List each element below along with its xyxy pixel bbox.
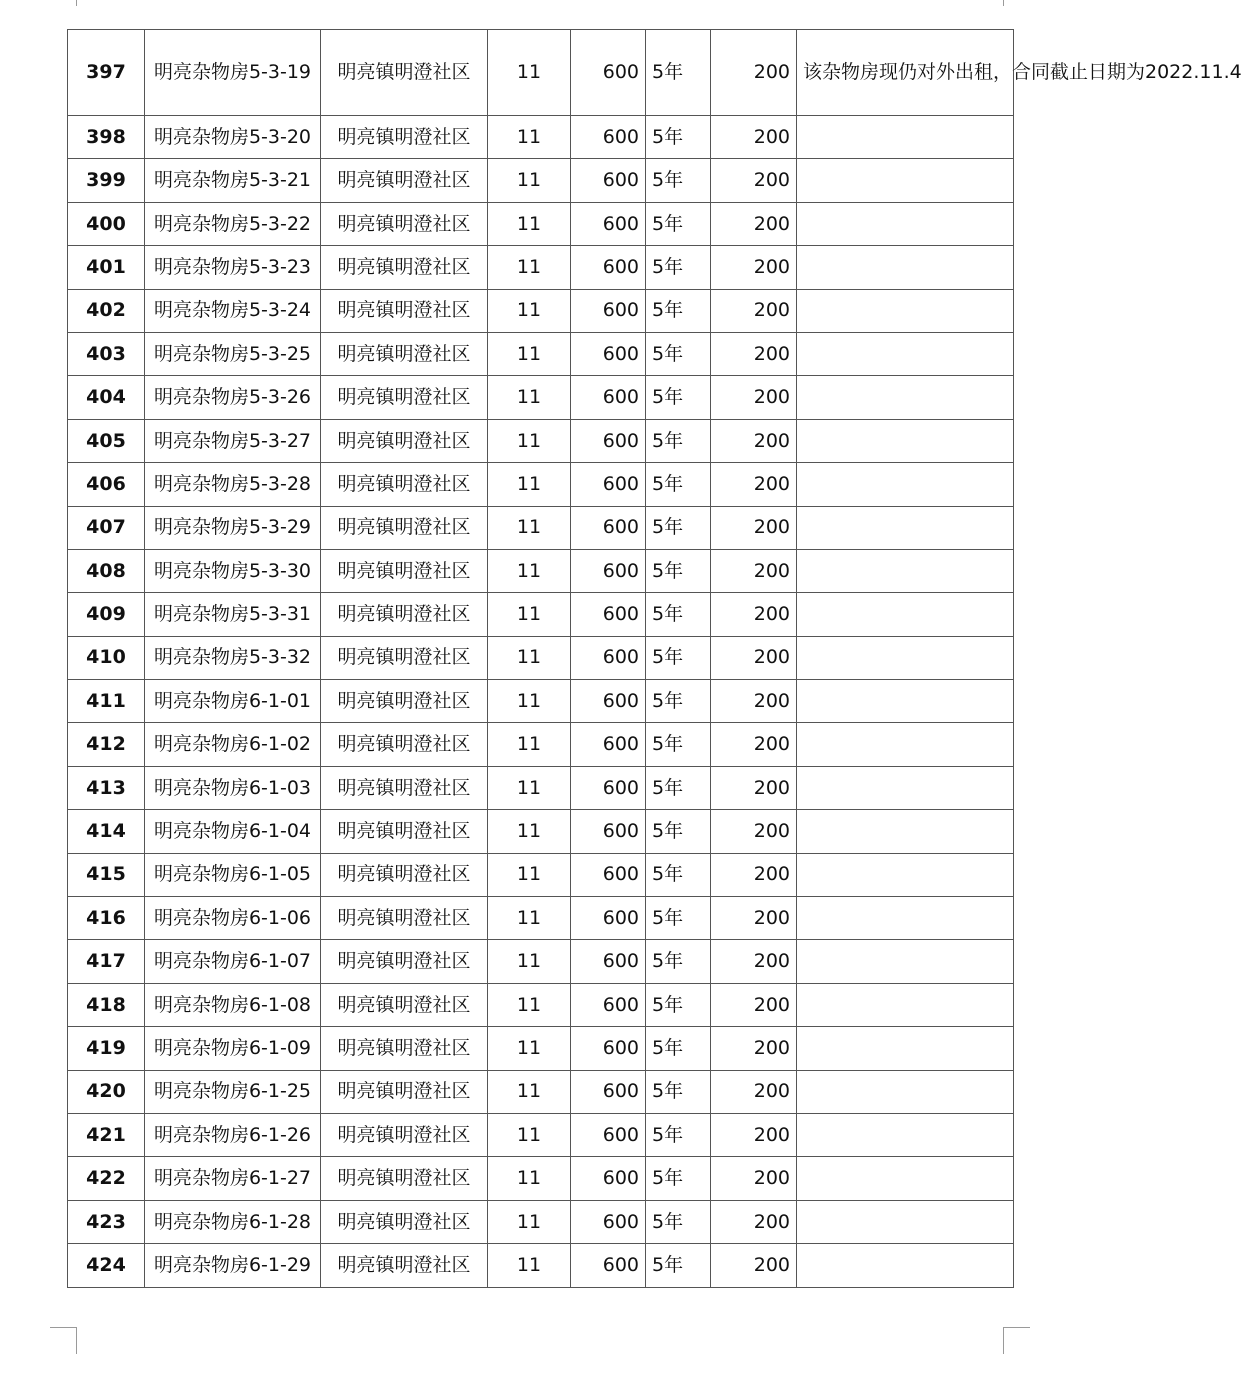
price-cell: 600	[571, 1157, 646, 1200]
price-cell: 600	[571, 897, 646, 940]
area-cell: 11	[488, 636, 571, 679]
location-cell: 明亮镇明澄社区	[321, 116, 488, 159]
deposit-cell: 200	[711, 159, 797, 202]
area-cell: 11	[488, 853, 571, 896]
location-cell: 明亮镇明澄社区	[321, 853, 488, 896]
deposit-cell: 200	[711, 1070, 797, 1113]
room-name-cell: 明亮杂物房5-3-22	[145, 202, 321, 245]
remarks-cell	[797, 940, 1014, 983]
room-name-cell: 明亮杂物房6-1-25	[145, 1070, 321, 1113]
remarks-cell	[797, 897, 1014, 940]
room-name-cell: 明亮杂物房6-1-09	[145, 1027, 321, 1070]
deposit-cell: 200	[711, 723, 797, 766]
room-name-cell: 明亮杂物房6-1-06	[145, 897, 321, 940]
price-cell: 600	[571, 723, 646, 766]
table-row	[68, 723, 1014, 766]
price-cell: 600	[571, 636, 646, 679]
row-number-cell: 416	[68, 897, 145, 940]
table-row	[68, 1200, 1014, 1243]
room-name-cell: 明亮杂物房6-1-28	[145, 1200, 321, 1243]
remarks-cell	[797, 159, 1014, 202]
location-cell: 明亮镇明澄社区	[321, 1200, 488, 1243]
location-cell: 明亮镇明澄社区	[321, 723, 488, 766]
deposit-cell: 200	[711, 1113, 797, 1156]
area-cell: 11	[488, 1113, 571, 1156]
row-number-cell: 422	[68, 1157, 145, 1200]
remarks-cell	[797, 853, 1014, 896]
price-cell: 600	[571, 766, 646, 809]
deposit-cell: 200	[711, 897, 797, 940]
location-cell: 明亮镇明澄社区	[321, 549, 488, 592]
deposit-cell: 200	[711, 289, 797, 332]
price-cell: 600	[571, 1113, 646, 1156]
page-corner-mark-top-right	[1003, 0, 1030, 6]
remarks-cell	[797, 680, 1014, 723]
deposit-cell: 200	[711, 636, 797, 679]
area-cell: 11	[488, 983, 571, 1026]
remarks-cell	[797, 636, 1014, 679]
remarks-cell	[797, 1157, 1014, 1200]
row-number-cell: 405	[68, 419, 145, 462]
area-cell: 11	[488, 202, 571, 245]
row-number-cell: 401	[68, 246, 145, 289]
price-cell: 600	[571, 549, 646, 592]
lease-term-cell: 5年	[646, 1244, 711, 1287]
remarks-cell	[797, 116, 1014, 159]
remarks-cell	[797, 1200, 1014, 1243]
price-cell: 600	[571, 983, 646, 1026]
area-cell: 11	[488, 419, 571, 462]
room-name-cell: 明亮杂物房5-3-25	[145, 332, 321, 375]
deposit-cell: 200	[711, 1157, 797, 1200]
room-name-cell: 明亮杂物房5-3-27	[145, 419, 321, 462]
lease-term-cell: 5年	[646, 940, 711, 983]
remarks-cell	[797, 506, 1014, 549]
room-name-cell: 明亮杂物房6-1-04	[145, 810, 321, 853]
table-row	[68, 549, 1014, 592]
room-name-cell: 明亮杂物房5-3-31	[145, 593, 321, 636]
room-name-cell: 明亮杂物房5-3-28	[145, 463, 321, 506]
lease-term-cell: 5年	[646, 202, 711, 245]
remarks-cell	[797, 766, 1014, 809]
table-row	[68, 940, 1014, 983]
location-cell: 明亮镇明澄社区	[321, 940, 488, 983]
area-cell: 11	[488, 1027, 571, 1070]
location-cell: 明亮镇明澄社区	[321, 1113, 488, 1156]
table-row	[68, 1113, 1014, 1156]
table-row	[68, 463, 1014, 506]
deposit-cell: 200	[711, 506, 797, 549]
room-name-cell: 明亮杂物房6-1-03	[145, 766, 321, 809]
lease-term-cell: 5年	[646, 723, 711, 766]
room-name-cell: 明亮杂物房5-3-32	[145, 636, 321, 679]
location-cell: 明亮镇明澄社区	[321, 810, 488, 853]
row-number-cell: 399	[68, 159, 145, 202]
area-cell: 11	[488, 30, 571, 116]
row-number-cell: 411	[68, 680, 145, 723]
row-number-cell: 407	[68, 506, 145, 549]
price-cell: 600	[571, 1027, 646, 1070]
row-number-cell: 421	[68, 1113, 145, 1156]
area-cell: 11	[488, 940, 571, 983]
row-number-cell: 404	[68, 376, 145, 419]
row-number-cell: 403	[68, 332, 145, 375]
room-name-cell: 明亮杂物房5-3-30	[145, 549, 321, 592]
remarks-cell	[797, 1070, 1014, 1113]
area-cell: 11	[488, 1244, 571, 1287]
table-row	[68, 983, 1014, 1026]
remarks-cell	[797, 723, 1014, 766]
room-name-cell: 明亮杂物房5-3-21	[145, 159, 321, 202]
area-cell: 11	[488, 289, 571, 332]
lease-term-cell: 5年	[646, 1070, 711, 1113]
remarks-cell	[797, 1027, 1014, 1070]
room-name-cell: 明亮杂物房5-3-19	[145, 30, 321, 116]
deposit-cell: 200	[711, 680, 797, 723]
page-corner-mark-bottom-right	[1003, 1327, 1030, 1354]
price-cell: 600	[571, 506, 646, 549]
lease-term-cell: 5年	[646, 680, 711, 723]
table-row	[68, 1027, 1014, 1070]
lease-term-cell: 5年	[646, 1200, 711, 1243]
storage-room-listing-table	[67, 29, 1242, 1288]
row-number-cell: 410	[68, 636, 145, 679]
price-cell: 600	[571, 202, 646, 245]
location-cell: 明亮镇明澄社区	[321, 983, 488, 1026]
remarks-cell	[797, 1244, 1014, 1287]
location-cell: 明亮镇明澄社区	[321, 202, 488, 245]
table-body	[68, 30, 1242, 1288]
location-cell: 明亮镇明澄社区	[321, 289, 488, 332]
deposit-cell: 200	[711, 202, 797, 245]
price-cell: 600	[571, 940, 646, 983]
room-name-cell: 明亮杂物房6-1-29	[145, 1244, 321, 1287]
location-cell: 明亮镇明澄社区	[321, 1244, 488, 1287]
deposit-cell: 200	[711, 983, 797, 1026]
price-cell: 600	[571, 30, 646, 116]
row-number-cell: 413	[68, 766, 145, 809]
area-cell: 11	[488, 1200, 571, 1243]
table-row	[68, 246, 1014, 289]
table-row	[68, 593, 1014, 636]
remarks-cell: 该杂物房现仍对外出租，合同截止日期为2022.11.4	[797, 30, 1014, 116]
deposit-cell: 200	[711, 766, 797, 809]
location-cell: 明亮镇明澄社区	[321, 246, 488, 289]
room-name-cell: 明亮杂物房6-1-07	[145, 940, 321, 983]
room-name-cell: 明亮杂物房6-1-27	[145, 1157, 321, 1200]
row-number-cell: 398	[68, 116, 145, 159]
deposit-cell: 200	[711, 246, 797, 289]
table-row	[68, 1244, 1014, 1287]
deposit-cell: 200	[711, 853, 797, 896]
table-row	[68, 376, 1014, 419]
deposit-cell: 200	[711, 593, 797, 636]
lease-term-cell: 5年	[646, 1157, 711, 1200]
price-cell: 600	[571, 419, 646, 462]
lease-term-cell: 5年	[646, 116, 711, 159]
price-cell: 600	[571, 159, 646, 202]
table-row	[68, 116, 1014, 159]
room-name-cell: 明亮杂物房6-1-01	[145, 680, 321, 723]
deposit-cell: 200	[711, 376, 797, 419]
lease-term-cell: 5年	[646, 419, 711, 462]
price-cell: 600	[571, 1200, 646, 1243]
lease-term-cell: 5年	[646, 289, 711, 332]
room-name-cell: 明亮杂物房6-1-26	[145, 1113, 321, 1156]
area-cell: 11	[488, 723, 571, 766]
lease-term-cell: 5年	[646, 983, 711, 1026]
room-name-cell: 明亮杂物房6-1-05	[145, 853, 321, 896]
page-corner-mark-top-left	[50, 0, 77, 6]
area-cell: 11	[488, 766, 571, 809]
row-number-cell: 419	[68, 1027, 145, 1070]
deposit-cell: 200	[711, 30, 797, 116]
area-cell: 11	[488, 897, 571, 940]
room-name-cell: 明亮杂物房5-3-24	[145, 289, 321, 332]
row-number-cell: 418	[68, 983, 145, 1026]
location-cell: 明亮镇明澄社区	[321, 766, 488, 809]
row-number-cell: 406	[68, 463, 145, 506]
remarks-cell	[797, 289, 1014, 332]
lease-term-cell: 5年	[646, 1113, 711, 1156]
location-cell: 明亮镇明澄社区	[321, 1157, 488, 1200]
row-number-cell: 412	[68, 723, 145, 766]
location-cell: 明亮镇明澄社区	[321, 636, 488, 679]
remarks-cell	[797, 463, 1014, 506]
room-name-cell: 明亮杂物房5-3-20	[145, 116, 321, 159]
table-row	[68, 202, 1014, 245]
area-cell: 11	[488, 593, 571, 636]
lease-term-cell: 5年	[646, 593, 711, 636]
row-number-cell: 409	[68, 593, 145, 636]
room-name-cell: 明亮杂物房5-3-23	[145, 246, 321, 289]
lease-term-cell: 5年	[646, 463, 711, 506]
location-cell: 明亮镇明澄社区	[321, 332, 488, 375]
table-row	[68, 636, 1014, 679]
price-cell: 600	[571, 376, 646, 419]
lease-term-cell: 5年	[646, 810, 711, 853]
remarks-cell	[797, 376, 1014, 419]
deposit-cell: 200	[711, 1200, 797, 1243]
area-cell: 11	[488, 506, 571, 549]
location-cell: 明亮镇明澄社区	[321, 30, 488, 116]
deposit-cell: 200	[711, 1244, 797, 1287]
lease-term-cell: 5年	[646, 853, 711, 896]
deposit-cell: 200	[711, 810, 797, 853]
area-cell: 11	[488, 1070, 571, 1113]
deposit-cell: 200	[711, 1027, 797, 1070]
area-cell: 11	[488, 1157, 571, 1200]
lease-term-cell: 5年	[646, 766, 711, 809]
table-row	[68, 1070, 1014, 1113]
lease-term-cell: 5年	[646, 30, 711, 116]
remarks-cell	[797, 202, 1014, 245]
area-cell: 11	[488, 116, 571, 159]
deposit-cell: 200	[711, 940, 797, 983]
remarks-cell	[797, 810, 1014, 853]
lease-term-cell: 5年	[646, 246, 711, 289]
location-cell: 明亮镇明澄社区	[321, 897, 488, 940]
lease-term-cell: 5年	[646, 1027, 711, 1070]
row-number-cell: 414	[68, 810, 145, 853]
remarks-cell	[797, 593, 1014, 636]
row-number-cell: 397	[68, 30, 145, 116]
lease-term-cell: 5年	[646, 332, 711, 375]
table-row	[68, 897, 1014, 940]
price-cell: 600	[571, 463, 646, 506]
table-row	[68, 853, 1014, 896]
lease-term-cell: 5年	[646, 636, 711, 679]
deposit-cell: 200	[711, 332, 797, 375]
location-cell: 明亮镇明澄社区	[321, 506, 488, 549]
lease-term-cell: 5年	[646, 897, 711, 940]
remarks-cell	[797, 332, 1014, 375]
location-cell: 明亮镇明澄社区	[321, 463, 488, 506]
remarks-cell	[797, 983, 1014, 1026]
price-cell: 600	[571, 853, 646, 896]
page-corner-mark-bottom-left	[50, 1327, 77, 1354]
deposit-cell: 200	[711, 116, 797, 159]
row-number-cell: 400	[68, 202, 145, 245]
table-row	[68, 289, 1014, 332]
table-row	[68, 30, 1014, 116]
table-row	[68, 332, 1014, 375]
area-cell: 11	[488, 680, 571, 723]
price-cell: 600	[571, 289, 646, 332]
area-cell: 11	[488, 376, 571, 419]
area-cell: 11	[488, 810, 571, 853]
room-name-cell: 明亮杂物房6-1-08	[145, 983, 321, 1026]
deposit-cell: 200	[711, 419, 797, 462]
remarks-cell	[797, 1113, 1014, 1156]
row-number-cell: 402	[68, 289, 145, 332]
deposit-cell: 200	[711, 463, 797, 506]
lease-term-cell: 5年	[646, 159, 711, 202]
table-row	[68, 159, 1014, 202]
area-cell: 11	[488, 159, 571, 202]
area-cell: 11	[488, 549, 571, 592]
row-number-cell: 424	[68, 1244, 145, 1287]
location-cell: 明亮镇明澄社区	[321, 1070, 488, 1113]
row-number-cell: 423	[68, 1200, 145, 1243]
lease-term-cell: 5年	[646, 549, 711, 592]
location-cell: 明亮镇明澄社区	[321, 419, 488, 462]
room-name-cell: 明亮杂物房6-1-02	[145, 723, 321, 766]
area-cell: 11	[488, 463, 571, 506]
remarks-cell	[797, 246, 1014, 289]
row-number-cell: 408	[68, 549, 145, 592]
area-cell: 11	[488, 246, 571, 289]
table-row	[68, 1157, 1014, 1200]
table-row	[68, 506, 1014, 549]
table-row	[68, 810, 1014, 853]
table-row	[68, 419, 1014, 462]
row-number-cell: 420	[68, 1070, 145, 1113]
room-name-cell: 明亮杂物房5-3-26	[145, 376, 321, 419]
price-cell: 600	[571, 246, 646, 289]
price-cell: 600	[571, 593, 646, 636]
location-cell: 明亮镇明澄社区	[321, 593, 488, 636]
area-cell: 11	[488, 332, 571, 375]
price-cell: 600	[571, 1070, 646, 1113]
location-cell: 明亮镇明澄社区	[321, 1027, 488, 1070]
location-cell: 明亮镇明澄社区	[321, 680, 488, 723]
price-cell: 600	[571, 680, 646, 723]
price-cell: 600	[571, 1244, 646, 1287]
room-name-cell: 明亮杂物房5-3-29	[145, 506, 321, 549]
remarks-cell	[797, 549, 1014, 592]
location-cell: 明亮镇明澄社区	[321, 376, 488, 419]
price-cell: 600	[571, 332, 646, 375]
table-row	[68, 766, 1014, 809]
location-cell: 明亮镇明澄社区	[321, 159, 488, 202]
lease-term-cell: 5年	[646, 506, 711, 549]
row-number-cell: 417	[68, 940, 145, 983]
remarks-cell	[797, 419, 1014, 462]
table-row	[68, 680, 1014, 723]
price-cell: 600	[571, 810, 646, 853]
lease-term-cell: 5年	[646, 376, 711, 419]
price-cell: 600	[571, 116, 646, 159]
deposit-cell: 200	[711, 549, 797, 592]
row-number-cell: 415	[68, 853, 145, 896]
